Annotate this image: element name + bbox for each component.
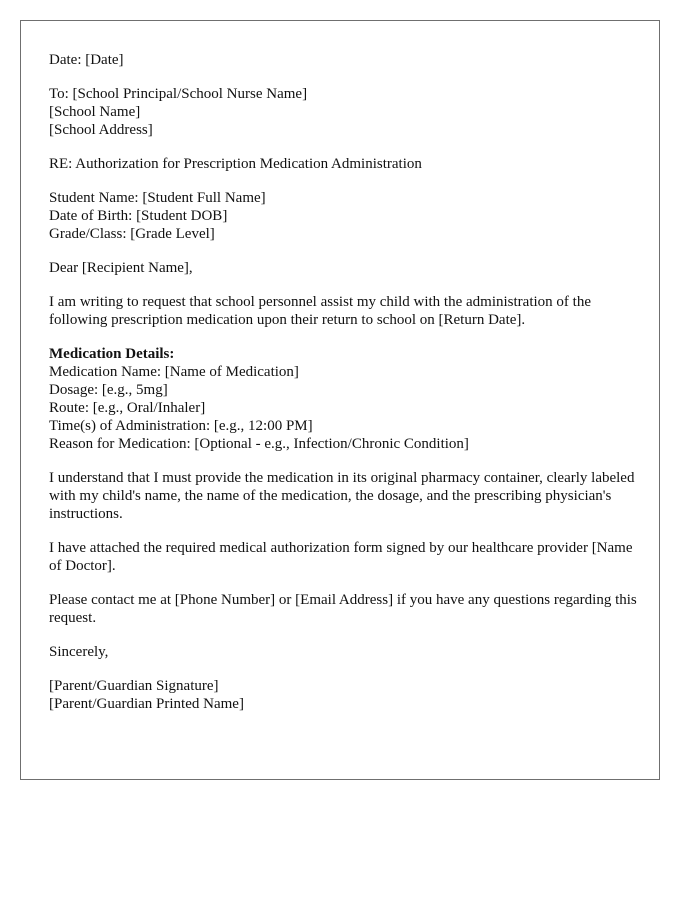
salutation: Dear [Recipient Name], (49, 260, 193, 276)
letter-page (20, 20, 660, 780)
medication-heading: Medication Details: (49, 346, 175, 362)
medication-details-block (49, 345, 639, 453)
signature-line: [Parent/Guardian Signature] (49, 678, 219, 694)
understanding-paragraph-block (49, 469, 639, 523)
printed-name-line: [Parent/Guardian Printed Name] (49, 696, 244, 712)
contact-paragraph: Please contact me at [Phone Number] or [Email Address] if you have any questions regarding this request. (49, 592, 637, 626)
attachment-paragraph-block (49, 539, 639, 575)
student-grade: Grade/Class: [Grade Level] (49, 226, 215, 242)
date-block (49, 51, 639, 69)
contact-paragraph-block (49, 591, 639, 627)
recipient-school-name: [School Name] (49, 104, 141, 120)
medication-name: Medication Name: [Name of Medication] (49, 364, 299, 380)
letter-body (49, 51, 639, 729)
attachment-paragraph: I have attached the required medical authorization form signed by our healthcare provider [Name of Doctor]. (49, 540, 633, 574)
medication-dosage: Dosage: [e.g., 5mg] (49, 382, 168, 398)
medication-route: Route: [e.g., Oral/Inhaler] (49, 400, 206, 416)
medication-times: Time(s) of Administration: [e.g., 12:00 PM] (49, 418, 313, 434)
letter-subject: RE: Authorization for Prescription Medication Administration (49, 156, 422, 172)
closing: Sincerely, (49, 644, 109, 660)
understanding-paragraph: I understand that I must provide the medication in its original pharmacy container, clearly labeled with my child's name, the name of the medication, the dosage, and the prescribing physician's instructions. (49, 470, 635, 522)
letter-date: Date: [Date] (49, 52, 124, 68)
closing-block (49, 643, 639, 661)
student-info-block (49, 189, 639, 243)
intro-paragraph: I am writing to request that school personnel assist my child with the administration of the following prescription medication upon their return to school on [Return Date]. (49, 294, 591, 328)
salutation-block (49, 259, 639, 277)
intro-paragraph-block (49, 293, 639, 329)
student-name: Student Name: [Student Full Name] (49, 190, 266, 206)
recipient-to: To: [School Principal/School Nurse Name] (49, 86, 308, 102)
student-dob: Date of Birth: [Student DOB] (49, 208, 228, 224)
medication-reason: Reason for Medication: [Optional - e.g., Infection/Chronic Condition] (49, 436, 469, 452)
recipient-block (49, 85, 639, 139)
signature-block (49, 677, 639, 713)
subject-block (49, 155, 639, 173)
recipient-school-address: [School Address] (49, 122, 153, 138)
